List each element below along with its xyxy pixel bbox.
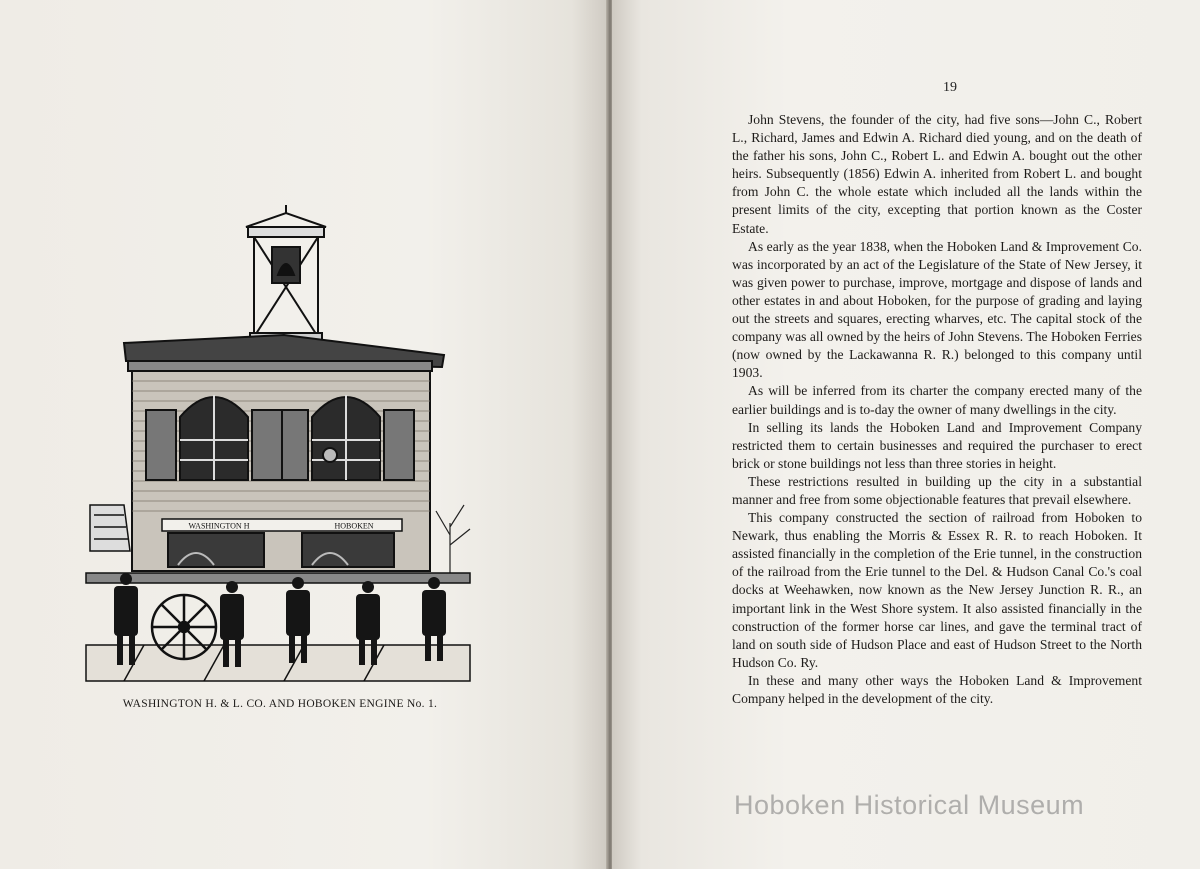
- sign-band: [162, 519, 402, 531]
- paragraph: As will be inferred from its charter the company erected many of the earlier buildings and is to-day the owner of many dwellings in the city.: [732, 383, 1142, 417]
- body-text: [732, 111, 1142, 708]
- bell-tower: [246, 205, 326, 341]
- paragraph: In these and many other ways the Hoboken Land & Improvement Company helped in the development of the city.: [732, 672, 1142, 706]
- sign-hoboken: HOBOKEN: [334, 521, 374, 531]
- paragraph: This company constructed the section of railroad from Hoboken to Newark, thus enabling the Morris & Essex R. R. to reach Hoboken. It assisted financially in the completion of the Erie tunnel, in the construction of the railroad from the Erie tunnel to the Del. & Hudson Canal Co.'s coal docks at Weehawken, now known as the New Jersey Junction R. R., an important link in the West Shore system. It also assisted financially in the construction of the former horse car lines, and gave the terminal tract of land on south side of Hudson Place and east of Hudson Street to the North Hudson Co. Ry.: [732, 510, 1142, 670]
- roof-cornice: [124, 335, 444, 371]
- illustration-caption: WASHINGTON H. & L. CO. AND HOBOKEN ENGINE No. 1.: [122, 698, 438, 710]
- side-stairs: [90, 505, 130, 551]
- firehouse-illustration: [84, 205, 474, 695]
- bare-tree: [436, 505, 470, 575]
- hose-cart-wheel: [152, 595, 216, 659]
- paragraph: In selling its lands the Hoboken Land and Improvement Company restricted them to certain businesses and required the purchaser to erect brick or stone buildings not less than three stories in height.: [732, 419, 1142, 471]
- sign-washington: WASHINGTON H: [188, 521, 250, 531]
- paragraph: John Stevens, the founder of the city, had five sons—John C., Robert L., Richard, James and Edwin A. Richard died young, and on the death of the father his sons, John C., Robert L. and Edwin A. bought out the other heirs. Subsequently (1856) Edwin A. inherited from Robert L. and bought from John C. the whole estate which included all the lands within the present limits of the city, excepting that portion known as the Coster Estate.: [732, 112, 1142, 236]
- page-number: 19: [943, 80, 957, 95]
- paragraph: As early as the year 1838, when the Hoboken Land & Improvement Co. was incorporated by an act of the Legislature of the State of New Jersey, it was given power to purchase, improve, mortgage and dispose of lands and other estates in and about Hoboken, for the purpose of grading and laying out the streets and squares, erecting wharves, etc. The capital stock of the company was all owned by the heirs of John Stevens. The Hoboken Ferries (now owned by the Lackawanna R. R.) belonged to this company until 1903.: [732, 238, 1142, 381]
- right-page: [612, 0, 1200, 869]
- sidewalk: [86, 573, 470, 681]
- paragraph: These restrictions resulted in building up the city in a substantial manner and free from some objectionable features that prevail elsewhere.: [732, 473, 1142, 507]
- museum-watermark: Hoboken Historical Museum: [734, 790, 1085, 820]
